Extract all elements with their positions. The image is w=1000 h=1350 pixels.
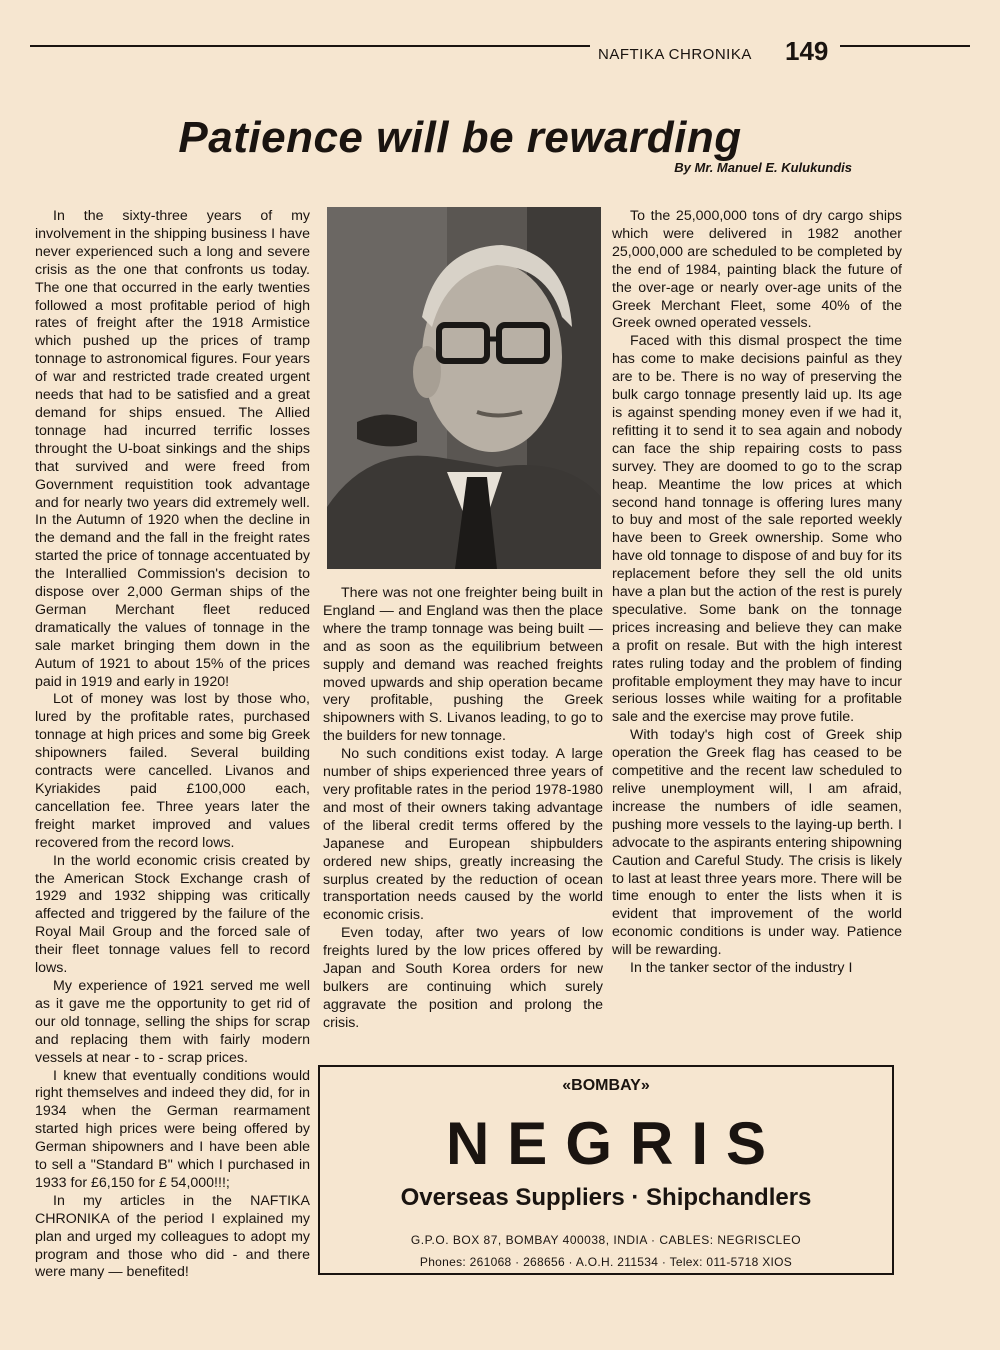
paragraph: My experience of 1921 served me well as it gave me the opportunity to get rid of our old tonnage, selling the ships for scrap and replacing them with fairly modern vessels at near - to - scrap prices. <box>35 977 310 1066</box>
paragraph: No such conditions exist today. A large number of ships experienced three years of very profitable rates in the period 1978-1980 and most of their owners taking advantage of the liberal credit terms offered by the Japanese and European shipbulders ordered new ships, greatly increasing the surplus created by the reduction of ocean transportation needs caused by the world economic crisis. <box>323 746 603 924</box>
paragraph: With today's high cost of Greek ship operation the Greek flag has ceased to be competitive and the recent law scheduled to relive unemployment will, I am afraid, increase the numbers of idle seamen, pushing more vessels to the laying-up berth. I advocate to the aspirants entering shipowning Caution and Careful Study. The crisis is likely to last at least three years more. There will be time enough to enter the lists when it is evident that improvement of the world economic conditions is under way. Patience will be rewarding. <box>612 727 902 959</box>
byline: By Mr. Manuel E. Kulukundis <box>674 160 852 175</box>
paragraph: I knew that eventually conditions would right themselves and indeed they did, for in 1934 when the German rearmament started high prices were being offered by German shipowners and I have been able to sell a "Standard B" which I purchased in 1933 for £6,150 for £ 54,000!!!; <box>35 1067 310 1191</box>
page-number: 149 <box>785 36 829 66</box>
ad-tagline: «BOMBAY» <box>562 1077 650 1094</box>
ad-company-name: NEGRIS <box>445 1110 785 1177</box>
article-title: Patience will be rewarding <box>178 113 742 163</box>
paragraph: In the sixty-three years of my involvement in the shipping business I have never experienced such a long and severe crisis as the one that confronts us today. The one that occurred in the early twenties followed a most profitable period of high rates of freight after the 1918 Armistice which pushed up the prices of tramp tonnage to astronomical figures. Four years of war and restricted trade created urgent needs that had to be satisfied and a great demand for ships ensued. The Allied tonnage had incurred terrific losses throught the U-boat sinkings and the ships that survived and were freed from Government requistition took advantage and for nearly two years did extremely well. In the Autumn of 1920 when the decline in the demand and the fall in the freight rates started the price of tonnage accentuated by the Interallied Commission's decision to dispose over 2,000 German ships of the German Merchant fleet reduced dramatically the values of tonnage in the sale market bringing them down in the Autum of 1921 to about 15% of the prices paid in 1919 and early in 1920! <box>35 208 310 690</box>
paragraph: In the tanker sector of the industry I <box>630 960 853 977</box>
left-column <box>35 208 310 1282</box>
header-rule <box>30 45 590 47</box>
right-column <box>612 208 902 978</box>
ad-phones: Phones: 261068 · 268656 · A.O.H. 211534 · Telex: 011-5718 XIOS <box>419 1255 793 1269</box>
portrait-illustration <box>327 207 601 569</box>
middle-column <box>323 585 603 1033</box>
paragraph: Faced with this dismal prospect the time has come to make decisions painful as they are to be. There is no way of preserving the bulk cargo tonnage presently laid up. Its age is against spending money even if we had it, refitting it to send it to sea again and nobody can face the ship repairing costs to pass survey. They are doomed to go to the scrap heap. Meantime the low prices at which second hand tonnage is offering lures many to buy and most of the sale reported weekly have been to Greek ownership. Some who have old tonnage to dispose of and buy for its replacement before they sell the old units have a plan but the action of the rest is purely speculative. Some bank on the tonnage prices increasing and believe they can make a profit on resale. But with the high interest rates ruling today and the problem of finding profitable employment they may have to incur serious losses while waiting for a profitable sale and the exercise may prove futile. <box>612 333 902 726</box>
author-portrait-photo <box>327 207 601 569</box>
ad-address: G.P.O. BOX 87, BOMBAY 400038, INDIA · CABLES: NEGRISCLEO <box>410 1233 802 1247</box>
paragraph: There was not one freighter being built in England — and England was then the place where the tramp tonnage was being built — and as soon as the equilibrium between supply and demand was reached freights moved upwards and ship operation became very profitable, pushing the Greek shipowners with S. Livanos leading, to go to the builders for new tonnage. <box>323 585 603 745</box>
ad-subtitle: Overseas Suppliers · Shipchandlers <box>400 1184 812 1211</box>
paragraph: In the world economic crisis created by the American Stock Exchange crash of 1929 and 1932 shipping was critically affected and triggered by the failure of the Royal Mail Group and the forced sale of their fleet tonnage values fell to record lows. <box>35 852 310 977</box>
advertisement-box <box>318 1065 894 1275</box>
paragraph: Lot of money was lost by those who, lured by the profitable rates, purchased tonnage at high prices and some big Greek shipowners failed. Several building contracts were cancelled. Livanos and Kyriakides paid £100,000 each, cancellation fee. Three years later the freight market improved and values recovered from the record lows. <box>35 691 310 851</box>
paragraph: Even today, after two years of low freights lured by the low prices offered by Japan and South Korea orders for new bulkers are continuing which surely aggravate the position and prolong the crisis. <box>323 925 603 1031</box>
paragraph: In my articles in the NAFTIKA CHRONIKA of the period I explained my plan and urged my colleagues to adopt my program and those who did - and there were many — benefited! <box>35 1192 310 1281</box>
paragraph: To the 25,000,000 tons of dry cargo ships which were delivered in 1982 another 25,000,000 are scheduled to be completed by the end of 1984, painting black the future of the over-age or nearly over-age units of the Greek Merchant Fleet, some 40% of the Greek owned operated vessels. <box>612 208 902 332</box>
header-rule <box>840 45 970 47</box>
running-head: NAFTIKA CHRONIKA <box>598 46 752 63</box>
